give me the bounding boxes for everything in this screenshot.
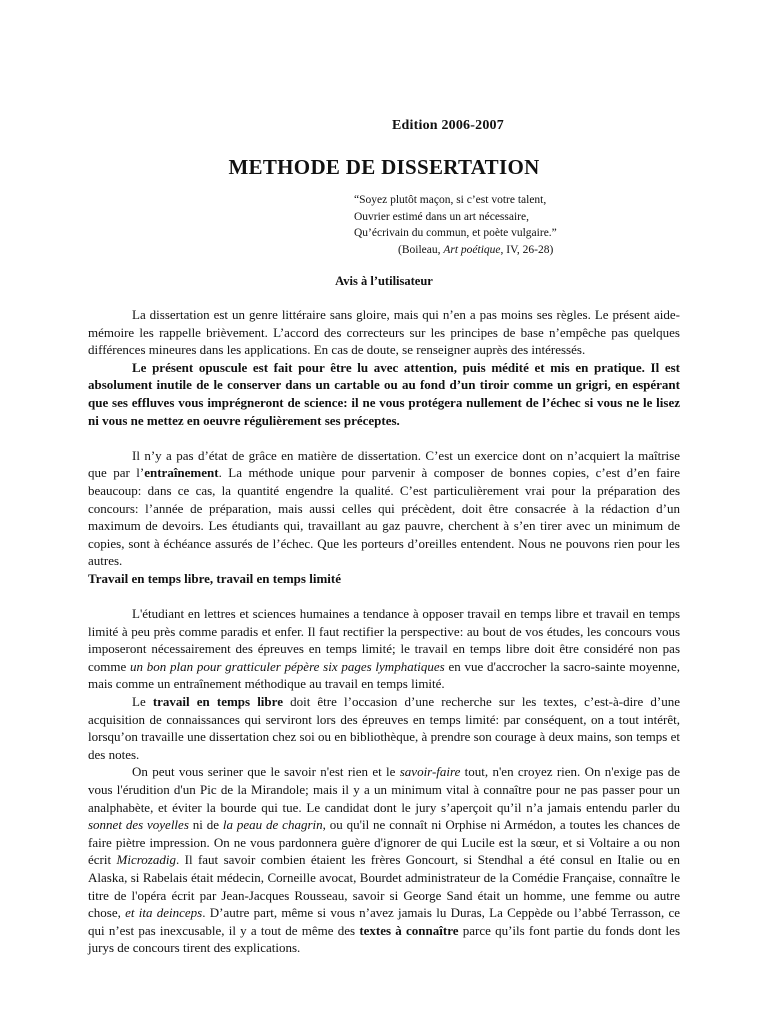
text-run: en vue d'accrocher la sacro-sainte moyenne, mais comme un entraînement méthodique au travail en temps limité. (88, 658, 680, 692)
paragraph-temps-limite (88, 605, 680, 693)
epigraph-source (354, 242, 714, 259)
text-run-bold: travail en temps libre (152, 694, 283, 710)
text-run-bold: textes à connaître (359, 922, 459, 938)
text-run: L'étudiant en lettres et sciences humaines a tendance à opposer travail en temps libre et travail en temps limité à peu près comme paradis et enfer. Il faut rectifier la perspective: au bout de vos études, les concours vous imposeront nécessairement des épreuves en temps limité; le travail en temps libre doit être considéré non pas comme (88, 606, 680, 674)
text-run: Le (132, 694, 153, 710)
epigraph (354, 192, 714, 258)
text-run: parce qu’ils font partie du fonds dont les jurys de concours tirent des explications. (88, 922, 681, 956)
text-run: . D’autre part, même si vous n’avez jamais lu Duras, La Ceppède ou l’abbé Terrasson, ce qui n’est pas inexcusable, il y a tout de même des (88, 905, 680, 938)
text-run-italic: la peau de chagrin (222, 817, 323, 833)
epigraph-source-ref: , IV, 26-28) (500, 243, 554, 256)
epigraph-line: Qu’écrivain du commun, et poète vulgaire.” (354, 227, 557, 239)
epigraph-source-author: (Boileau, (398, 243, 444, 256)
paragraph-temps-libre (88, 693, 680, 763)
text-run: doit être l’occasion d’une recherche sur les textes, c’est-à-dire d’une acquisition de connaissances qui serviront lors des épreuves en temps limité: par conséquent, on a tout intérêt, lorsqu’on travaille une dissertation chez soi ou en bibliothèque, à prendre son courage à deux mains, son temps et des notes. (88, 694, 680, 762)
epigraph-line: Ouvrier estimé dans un art nécessaire, (354, 210, 529, 223)
text-run-italic: sonnet des voyelles (88, 817, 189, 833)
spacer (88, 588, 680, 606)
text-run: tout, n'en croyez rien. On n'exige pas de vous l'érudition d'un Pic de la Mirandole; mais il y a un minimum vital à connaître pour ne pas passer pour un analphabète, et éviter la bourde qui tue. Le candidat dont le jury s’aperçoit qu’il n’a jamais entendu parler du (88, 764, 680, 815)
paragraph-savoir (88, 763, 680, 957)
epigraph-source-work: Art poétique (443, 243, 501, 256)
paragraph-entrainement (88, 447, 680, 570)
text-run: On peut vous seriner que le savoir n'est rien et le (132, 764, 400, 780)
paragraph-intro: La dissertation est un genre littéraire sans gloire, mais qui n’en a pas moins ses règles. Le présent aide-mémoire les rappelle brièvement. L’accord des correcteurs sur les principes de base n’empêche pas quelques différences mineures dans les applications. En cas de doute, se renseigner auprès des intéressés. (88, 307, 680, 358)
avis-heading: Avis à l’utilisateur (335, 274, 433, 288)
text-run-italic: Microzadig (116, 852, 176, 868)
text-run-bold: entraînement (144, 465, 219, 481)
text-run: . Il faut savoir combien étaient les frères Goncourt, si Stendhal a été consul en Italie ou en Alaska, si Rabelais était médecin, Corneille avocat, Bourdet administrateur de la Comédie Française, connaître le titre de l'opéra écrit par Jean-Jacques Rousseau, savoir si George Sand était un homme, une femme ou autre chose, (88, 852, 681, 921)
text-run: Il n’y a pas d’état de grâce en matière de dissertation. C’est un exercice dont on n’acquiert la maîtrise que par l’ (88, 447, 680, 481)
document-title: METHODE DE DISSERTATION (228, 155, 540, 179)
edition-label: Edition 2006-2007 (392, 118, 504, 133)
section-heading: Travail en temps libre, travail en temps limité (88, 570, 341, 586)
text-run: . La méthode unique pour parvenir à composer de bonnes copies, c’est d’en faire beaucoup: dans ce cas, la quantité engendre la qualité. C’est particulièrement vrai pour la préparation des concours: l’année de préparation, mais aussi celles qui précèdent, doit être consacrée à la rédaction d’un maximum de devoirs. Les étudiants qui, travaillant au gaz pauvre, cherchent à s’en tirer avec un minimum de copies, sont à échéance assurés de l’échec. Que les porteurs d’oreilles entendent. Nous ne pouvons rien pour les autres. (88, 465, 680, 569)
text-run-italic: un bon plan pour gratticuler pépère six pages lymphatiques (130, 658, 445, 674)
epigraph-line: “Soyez plutôt maçon, si c’est votre talent, (354, 194, 547, 206)
paragraph-warning: Le présent opuscule est fait pour être lu avec attention, puis médité et mis en pratique. Il est absolument inutile de le conserver dans un cartable ou au fond d’un tiroir comme un grigri, en espérant que ses effluves vous imprégneront de science: il ne vous protégera nullement de l’échec si vous ne le lisez ni vous ne mettez en oeuvre régulièrement ses préceptes. (88, 359, 680, 428)
text-run-italic: savoir-faire (399, 764, 461, 780)
body-text (88, 306, 680, 957)
text-run: ni de (188, 817, 223, 833)
spacer (88, 429, 680, 447)
text-run-italic: et ita deinceps (125, 905, 203, 921)
text-run: , ou qu'il ne connaît ni Orphise ni Armédon, a toutes les chances de faire piètre impression. On ne vous pardonnera guère d'ignorer de qui Lucile est la sœur, et si Voltaire a ou non écrit (88, 817, 681, 868)
